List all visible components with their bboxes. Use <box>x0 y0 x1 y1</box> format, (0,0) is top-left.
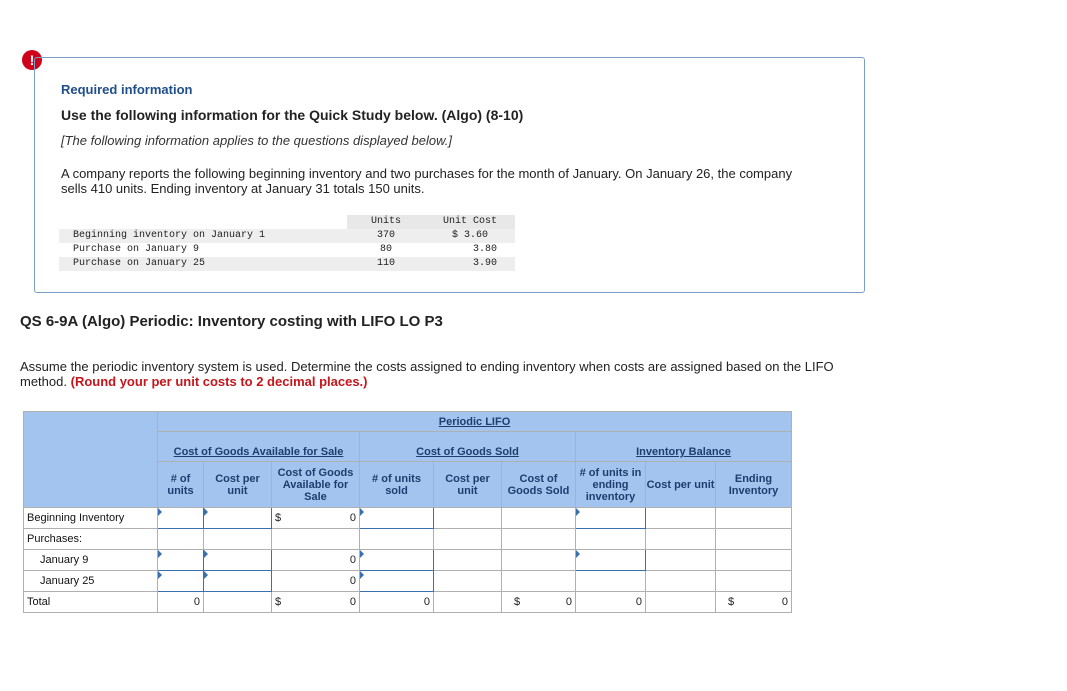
beginning-units-input[interactable] <box>158 508 204 529</box>
info-description: A company reports the following beginning inventory and two purchases for the month of January. On January 26, the company sells 410 units. Ending inventory at January 31 totals 150 units. <box>61 166 793 196</box>
col-cost-per-unit-end: Cost per unit <box>646 462 716 508</box>
jan25-units-sold-input[interactable] <box>360 571 434 592</box>
beginning-cost-input[interactable] <box>204 508 272 529</box>
beginning-units-sold-input[interactable] <box>360 508 434 529</box>
total-units-ending-value: 0 <box>576 592 646 613</box>
total-ending-cell <box>716 592 792 613</box>
currency-symbol: $ <box>275 512 282 524</box>
total-available-cell <box>272 592 360 613</box>
jan25-units-input[interactable] <box>158 571 204 592</box>
total-ending-value: 0 <box>781 596 788 608</box>
applies-note: [The following information applies to the questions displayed below.] <box>61 133 452 148</box>
row-label: Purchase on January 25 <box>73 258 206 269</box>
total-cogs-cell <box>502 592 576 613</box>
cost-available-group: Cost of Goods Available for Sale <box>173 446 344 458</box>
question-prompt <box>20 359 870 389</box>
inventory-balance-group: Inventory Balance <box>636 446 731 458</box>
total-units-sold-value: 0 <box>360 592 434 613</box>
rounding-instruction: (Round your per unit costs to 2 decimal places.) <box>70 374 368 389</box>
col-cost-per-unit: Cost per unit <box>204 462 272 508</box>
row-units: 80 <box>379 244 392 255</box>
required-information-panel <box>34 57 865 293</box>
total-available-value: 0 <box>349 596 356 608</box>
col-units: # of units <box>158 462 204 508</box>
beginning-available-cell <box>272 508 360 529</box>
row-units: 370 <box>376 230 395 241</box>
jan25-cost-input[interactable] <box>204 571 272 592</box>
row-units: 110 <box>376 258 395 269</box>
jan25-available-value: 0 <box>272 571 360 592</box>
currency-symbol: $ <box>728 596 735 608</box>
question-title: QS 6-9A (Algo) Periodic: Inventory costing with LIFO LO P3 <box>20 313 443 330</box>
currency-symbol: $ <box>275 596 282 608</box>
col-units-ending: # of units in ending inventory <box>576 462 646 508</box>
row-cost: 3.90 <box>472 258 497 269</box>
row-label: Purchase on January 9 <box>73 244 200 255</box>
jan9-units-ending-input[interactable] <box>576 550 646 571</box>
currency-symbol: $ <box>514 596 521 608</box>
row-purchases: Purchases: <box>24 529 158 550</box>
col-cost-per-unit-sold: Cost per unit <box>434 462 502 508</box>
col-cogs: Cost of Goods Sold <box>502 462 576 508</box>
jan9-units-input[interactable] <box>158 550 204 571</box>
row-beginning-inventory: Beginning Inventory <box>24 508 158 529</box>
periodic-lifo-table <box>23 411 792 613</box>
beginning-available-value: 0 <box>349 512 356 524</box>
row-cost: 3.80 <box>472 244 497 255</box>
row-january-25: January 25 <box>24 571 158 592</box>
unit-cost-header: Unit Cost <box>425 215 515 229</box>
jan9-available-value: 0 <box>272 550 360 571</box>
col-units-sold: # of units sold <box>360 462 434 508</box>
inventory-data-table <box>59 215 515 271</box>
row-total: Total <box>24 592 158 613</box>
col-cost-available: Cost of Goods Available for Sale <box>272 462 360 508</box>
total-cogs-value: 0 <box>565 596 572 608</box>
row-cost: $ 3.60 <box>451 230 488 241</box>
prompt-text: Assume the periodic inventory system is used. Determine the costs assigned to ending inventory when costs are assigned based on the LIFO method. <box>20 359 834 389</box>
row-january-9: January 9 <box>24 550 158 571</box>
alert-icon: ! <box>22 50 42 70</box>
use-following-heading: Use the following information for the Quick Study below. (Algo) (8-10) <box>61 107 524 123</box>
col-ending-inventory: Ending Inventory <box>716 462 792 508</box>
cost-sold-group: Cost of Goods Sold <box>416 446 519 458</box>
units-header: Units <box>347 215 425 229</box>
jan9-units-sold-input[interactable] <box>360 550 434 571</box>
jan9-cost-input[interactable] <box>204 550 272 571</box>
required-info-heading: Required information <box>61 82 193 97</box>
row-label: Beginning inventory on January 1 <box>73 230 266 241</box>
periodic-lifo-title: Periodic LIFO <box>438 415 511 428</box>
beginning-units-ending-input[interactable] <box>576 508 646 529</box>
total-units-value: 0 <box>158 592 204 613</box>
